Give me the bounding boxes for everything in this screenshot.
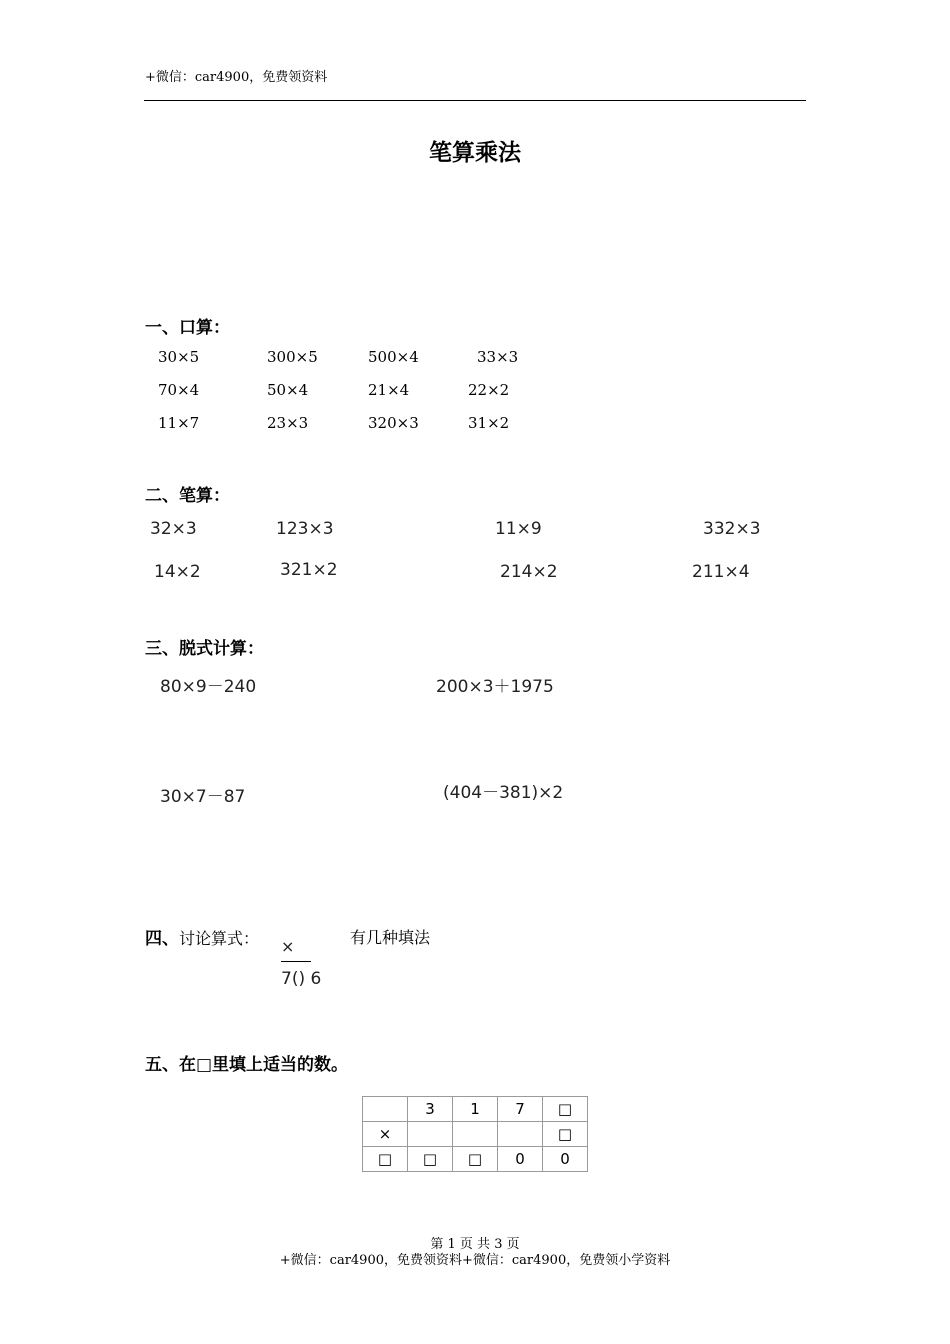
written-item: 11×9 [495,519,542,539]
grid-row [363,1122,588,1147]
multiplication-rule [281,961,311,962]
oral-item: 70×4 [158,381,200,399]
stepwise-item: 30×7－87 [160,787,246,807]
oral-item: 11×7 [158,414,200,432]
section4-heading [145,924,259,949]
section4-question: 有几种填法 [350,928,431,947]
section3-heading: 三、脱式计算： [145,639,264,659]
page-number: 第 1 页 共 3 页 [430,1237,520,1252]
written-item: 32×3 [150,519,197,539]
section5-heading: 五、在□里填上适当的数。 [145,1055,349,1075]
grid-cell: 1 [453,1097,498,1122]
oral-item: 30×5 [158,348,200,366]
oral-item: 500×4 [368,348,419,366]
grid-cell [363,1097,408,1122]
oral-item: 320×3 [368,414,419,432]
written-item: 211×4 [692,562,750,582]
section1-heading: 一、口算： [145,318,230,338]
oral-item: 21×4 [368,381,410,399]
grid-cell[interactable]: □ [543,1122,588,1147]
grid-cell [408,1122,453,1147]
stepwise-item: 200×3＋1975 [436,677,554,697]
grid-cell[interactable]: □ [543,1097,588,1122]
footer-text: +微信：car4900，免费领资料+微信：car4900，免费领小学资料 [279,1253,671,1268]
oral-item: 50×4 [267,381,309,399]
grid-cell: 3 [408,1097,453,1122]
fill-in-grid [362,1096,588,1172]
grid-cell[interactable]: □ [363,1147,408,1172]
section4-label: 讨论算式： [179,929,260,948]
grid-cell[interactable]: □ [453,1147,498,1172]
oral-item: 23×3 [267,414,309,432]
oral-item: 300×5 [267,348,318,366]
header-text: +微信：car4900，免费领资料 [145,70,328,85]
written-item: 321×2 [280,560,338,580]
written-item: 332×3 [703,519,761,539]
oral-item: 22×2 [468,381,510,399]
oral-item: 31×2 [468,414,510,432]
stepwise-item: 80×9－240 [160,677,257,697]
multiplication-result: 7() 6 [281,969,322,989]
written-item: 14×2 [154,562,201,582]
grid-row [363,1097,588,1122]
grid-cell: 7 [498,1097,543,1122]
stepwise-item: (404－381)×2 [443,783,564,803]
page-title: 笔算乘法 [429,139,521,166]
grid-row [363,1147,588,1172]
written-item: 214×2 [500,562,558,582]
section4-number: 四、 [145,929,179,949]
section2-heading: 二、笔算： [145,486,230,506]
header-rule [144,100,806,101]
times-sign: × [281,937,295,956]
grid-cell: × [363,1122,408,1147]
grid-cell: 0 [498,1147,543,1172]
grid-cell [498,1122,543,1147]
oral-item: 33×3 [477,348,519,366]
written-item: 123×3 [276,519,334,539]
grid-cell [453,1122,498,1147]
grid-cell[interactable]: □ [408,1147,453,1172]
grid-cell: 0 [543,1147,588,1172]
